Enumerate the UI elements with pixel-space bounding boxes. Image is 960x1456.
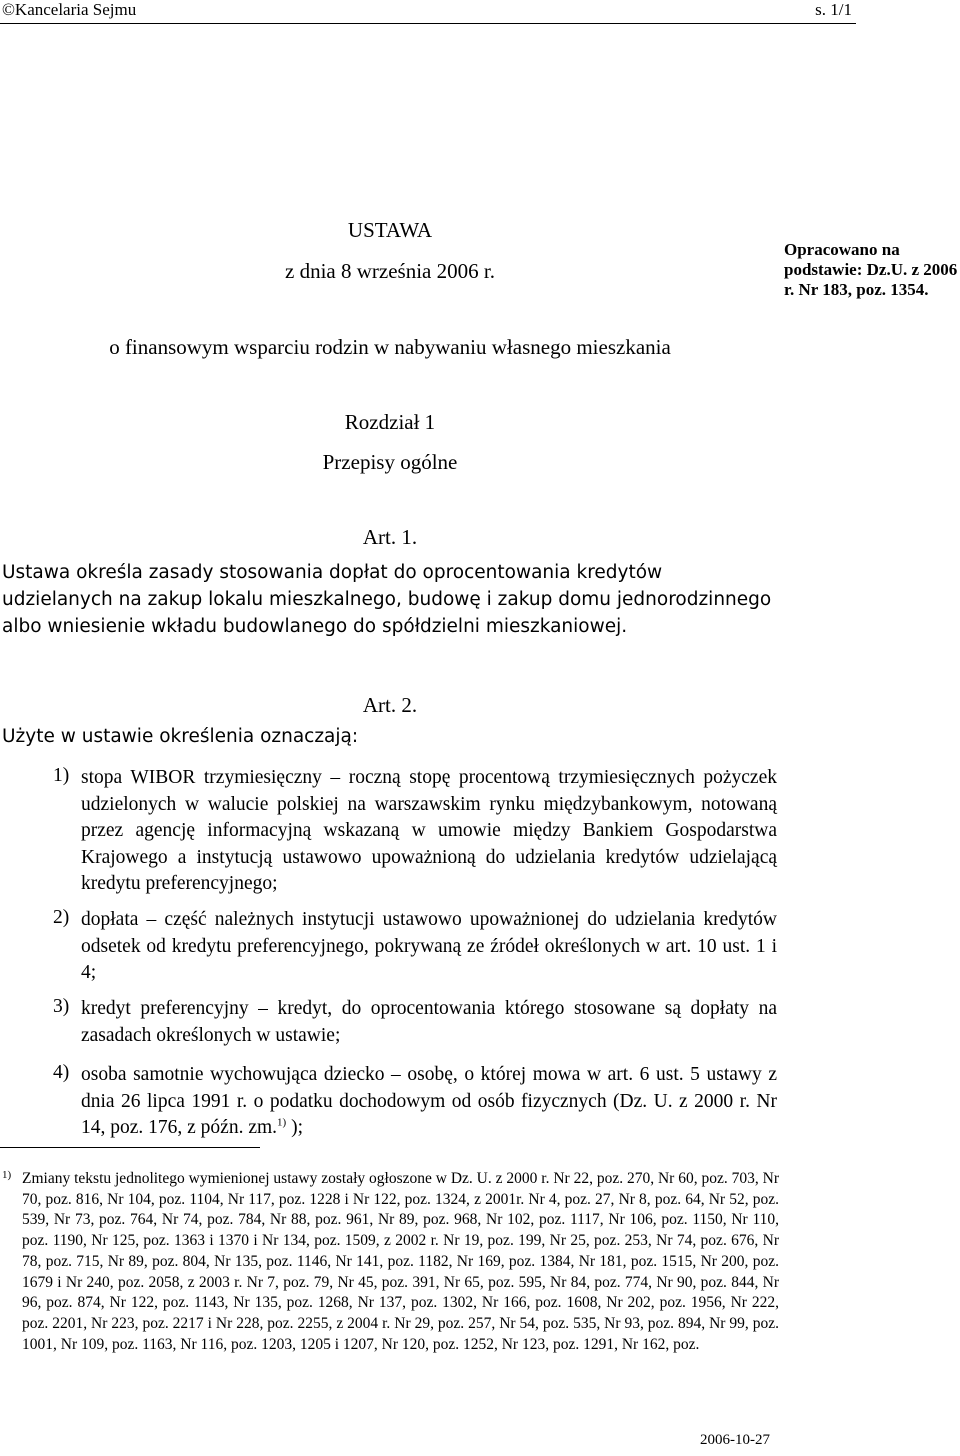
art2-intro: Użyte w ustawie określenia oznaczają: xyxy=(2,726,359,747)
list-item-text xyxy=(81,1062,777,1142)
list-item-text-main: osoba samotnie wychowująca dziecko – osobę, o której mowa w art. 6 ust. 5 ustawy z dnia 26 lipca 1991 r. o podatku dochodowym od osób fizycznych (Dz. U. z 2000 r. Nr 14, poz. 176, z późn. zm. xyxy=(81,1064,777,1138)
act-date: z dnia 8 września 2006 r. xyxy=(285,259,495,283)
list-item-text: kredyt preferencyjny – kredyt, do oprocentowania którego stosowane są dopłaty na zasadach określonych w ustawie; xyxy=(81,998,777,1046)
art1-heading: Art. 1. xyxy=(362,525,418,549)
art1-text: Ustawa określa zasady stosowania dopłat do oprocentowania kredytów udzielanych na zakup lokalu mieszkalnego, budowę i zakup domu jednorodzinnego albo wniesienie wkładu budowlanego do spółdzielni mieszkaniowej. xyxy=(2,562,772,637)
footnote-mark: 1) xyxy=(2,1169,12,1181)
footnote-divider xyxy=(0,1147,260,1148)
source-note: Opracowano na podstawie: Dz.U. z 2006 r. Nr 183, poz. 1354. xyxy=(784,240,958,299)
chapter-number: Rozdział 1 xyxy=(344,410,436,434)
footnote-reference[interactable]: 1) xyxy=(277,1116,287,1129)
list-item-number: 2) xyxy=(53,907,70,928)
header-source: ©Kancelaria Sejmu xyxy=(2,0,137,19)
header-divider xyxy=(0,23,856,24)
footnote-text: Zmiany tekstu jednolitego wymienionej ustawy zostały ogłoszone w Dz. U. z 2000 r. Nr 22, poz. 270, Nr 60, poz. 703, Nr 70, poz. 816, Nr 104, poz. 1104, Nr 117, poz. 1228 i Nr 122, poz. 1324, z 2001r. Nr 4, poz. 27, Nr 8, poz. 64, Nr 52, poz. 539, Nr 73, poz. 764, Nr 74, poz. 784, Nr 88, poz. 961, Nr 89, poz. 968, Nr 102, poz. 1117, Nr 106, poz. 1150, Nr 110, poz. 1190, Nr 125, poz. 1363 i 1370 i Nr 134, poz. 1509, z 2002 r. Nr 19, poz. 199, Nr 25, poz. 253, Nr 74, poz. 676, Nr 78, poz. 715, Nr 89, poz. 804, Nr 135, poz. 1146, Nr 141, poz. 1182, Nr 169, poz. 1384, Nr 181, poz. 1515, Nr 200, poz. 1679 i Nr 240, poz. 2058, z 2003 r. Nr 7, poz. 79, Nr 45, poz. 391, Nr 65, poz. 595, Nr 84, poz. 774, Nr 90, poz. 844, Nr 96, poz. 874, Nr 122, poz. 1143, Nr 135, poz. 1268, Nr 137, poz. 1302, Nr 166, poz. 1608, Nr 202, poz. 1956, Nr 222, poz. 2201, Nr 223, poz. 2217 i Nr 228, poz. 2255, z 2004 r. Nr 29, poz. 257, Nr 54, poz. 535, Nr 93, poz. 894, Nr 99, poz. 1001, Nr 109, poz. 1163, Nr 116, poz. 1203, 1205 i 1207, Nr 120, poz. 1252, Nr 123, poz. 1291, Nr 162, poz. xyxy=(22,1170,779,1353)
header-page-number: s. 1/1 xyxy=(815,0,852,19)
list-item-text: dopłata – część należnych instytucji ustawowo upoważnionej do udzielania kredytów odsetek od kredytu preferencyjnego, pokrywaną ze źródeł określonych w art. 10 ust. 1 i 4; xyxy=(81,909,777,983)
list-item-text: stopa WIBOR trzymiesięczny – roczną stopę procentową trzymiesięcznych pożyczek udzielonych w walucie polskiej na warszawskim rynku międzybankowym, notowaną przez agencję informacyjną wskazaną w umowie między Bankiem Gospodarstwa Krajowego a instytucją ustawowo upoważnioną do udzielania kredytów udzielającą kredytu preferencyjnego; xyxy=(81,767,777,894)
list-item-number: 4) xyxy=(53,1062,70,1083)
act-subject: o finansowym wsparciu rodzin w nabywaniu własnego mieszkania xyxy=(109,335,671,359)
list-item-text-tail: ); xyxy=(286,1117,304,1138)
act-type-title: USTAWA xyxy=(347,218,433,242)
art2-heading: Art. 2. xyxy=(362,693,418,717)
list-item-number: 3) xyxy=(53,996,70,1017)
chapter-name: Przepisy ogólne xyxy=(322,450,458,474)
list-item-number: 1) xyxy=(53,765,70,786)
print-date: 2006-10-27 xyxy=(700,1432,770,1448)
